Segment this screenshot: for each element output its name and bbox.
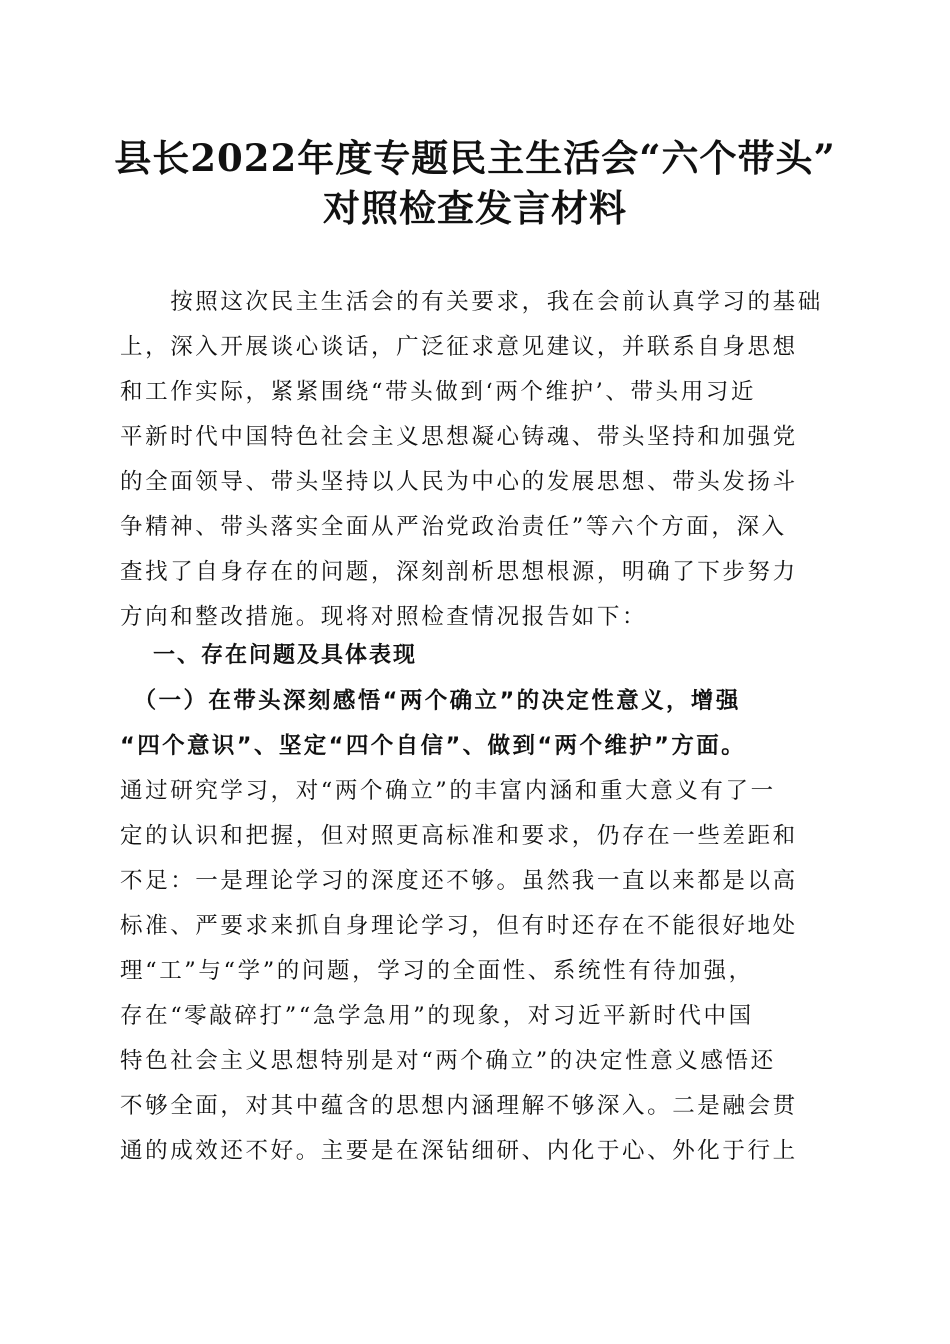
intro-line: 上，深入开展谈心谈话，广泛征求意见建议，并联系自身思想 [120,334,798,360]
subsection-1-paragraph [120,679,824,1174]
subsection-1-body-line: 通的成效还不好。主要是在深钻细研、内化于心、外化于行上 [120,1138,798,1164]
subsection-1-body-line: 存在“零敲碎打”“急学急用”的现象，对习近平新时代中国 [120,1003,754,1029]
intro-line: 和工作实际，紧紧围绕“带头做到‘两个维护’、带头用习近 [120,379,757,405]
subsection-1-body-line: 定的认识和把握，但对照更高标准和要求，仍存在一些差距和 [120,823,798,849]
intro-paragraph [120,280,824,640]
subsection-1-heading-line: “四个意识”、坚定“四个自信”、做到“两个维护”方面。 [120,733,747,759]
intro-line: 按照这次民主生活会的有关要求，我在会前认真学习的基础 [120,289,823,315]
intro-line: 查找了自身存在的问题，深刻剖析思想根源，明确了下步努力 [120,559,798,585]
subsection-1-body-line: 理“工”与“学”的问题，学习的全面性、系统性有待加强， [120,958,754,984]
subsection-1-body-line: 不够全面，对其中蕴含的思想内涵理解不够深入。二是融会贯 [120,1093,798,1119]
section-heading-1: 一、存在问题及具体表现 [153,643,418,668]
subsection-1-body-line: 特色社会主义思想特别是对“两个确立”的决定性意义感悟还 [120,1048,776,1074]
document-title-line1: 县长2022年度专题民主生活会“六个带头” [114,136,836,180]
intro-line: 争精神、带头落实全面从严治党政治责任”等六个方面，深入 [120,514,787,540]
intro-line: 方向和整改措施。现将对照检查情况报告如下： [120,604,648,630]
document-title-line2: 对照检查发言材料 [323,186,627,230]
subsection-1-heading-line: （一）在带头深刻感悟“两个确立”的决定性意义，增强 [120,688,741,714]
subsection-1-body-line: 标准、严要求来抓自身理论学习，但有时还存在不能很好地处 [120,913,798,939]
intro-line: 的全面领导、带头坚持以人民为中心的发展思想、带头发扬斗 [120,469,798,495]
intro-line: 平新时代中国特色社会主义思想凝心铸魂、带头坚持和加强党 [120,424,798,450]
subsection-1-body-line: 不足：一是理论学习的深度还不够。虽然我一直以来都是以高 [120,868,798,894]
subsection-1-body-line: 通过研究学习，对“两个确立”的丰富内涵和重大意义有了一 [120,778,776,804]
